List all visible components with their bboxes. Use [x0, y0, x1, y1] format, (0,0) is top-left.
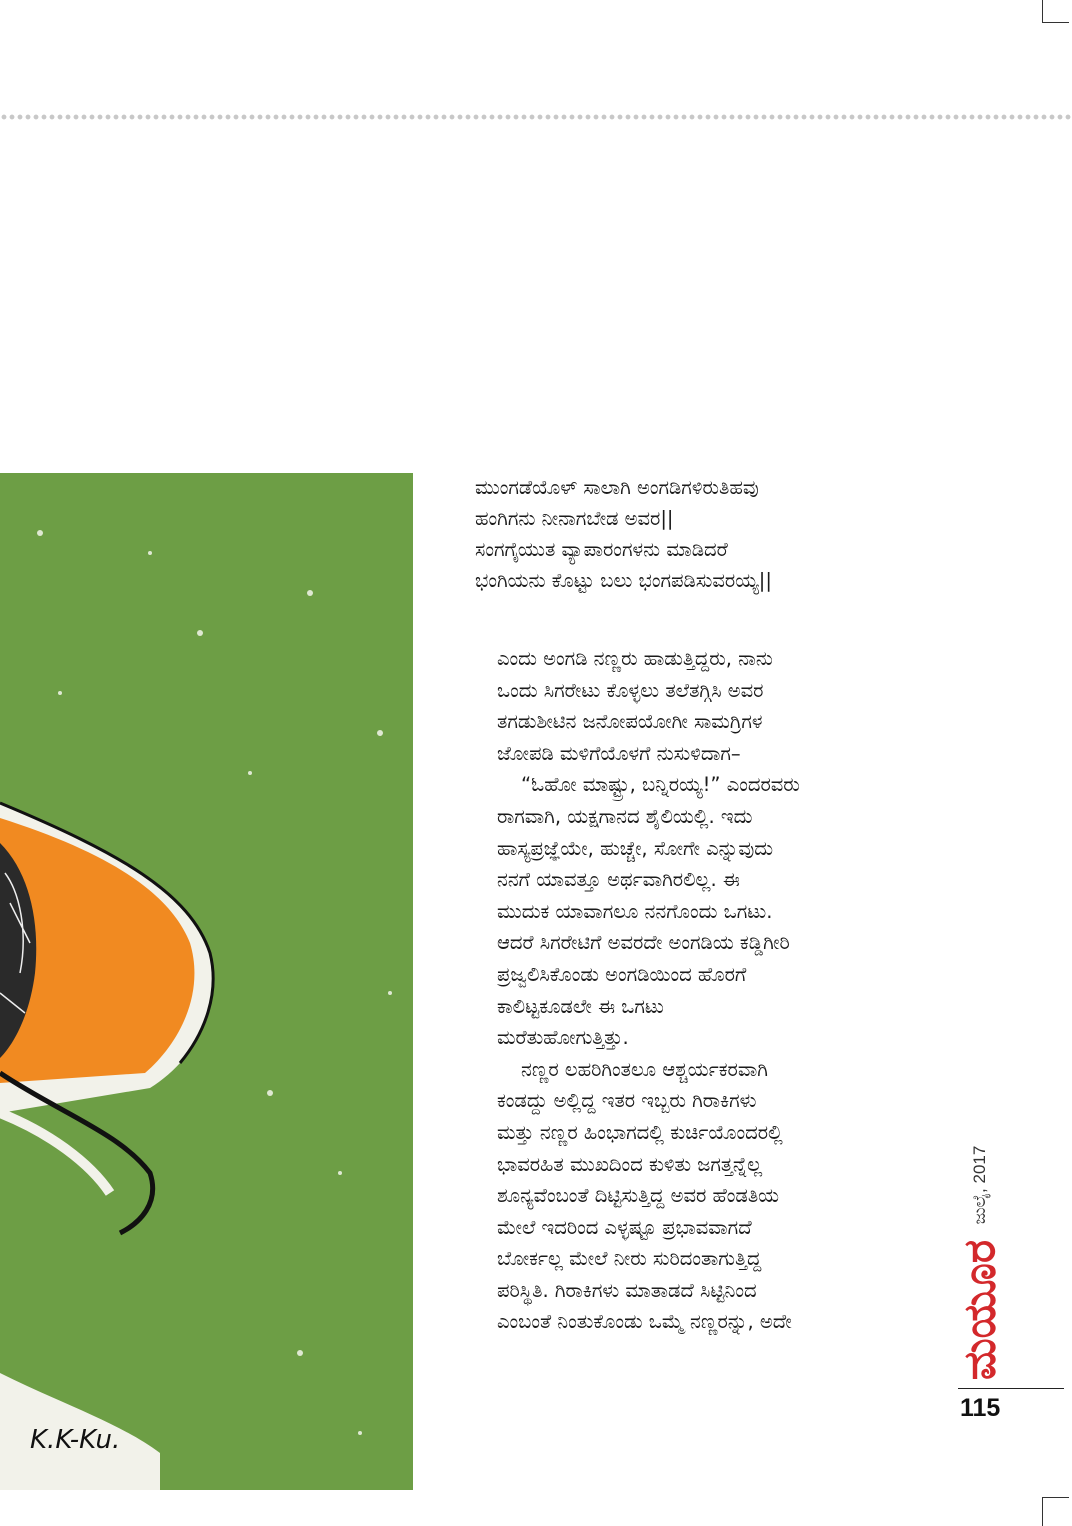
prose-line: ಪರಿಸ್ಥಿತಿ. ಗಿರಾಕಿಗಳು ಮಾತಾಡದೆ ಸಿಟ್ಟಿನಿಂದ [497, 1278, 757, 1302]
magazine-logo [950, 1239, 1010, 1381]
prose-line: ತಗಡುಶೀಟಿನ ಜನೋಪಯೋಗೀ ಸಾಮಗ್ರಿಗಳ [497, 710, 763, 734]
prose-line: “ಓಹೋ ಮಾಷ್ಟ್ರು, ಬನ್ನಿರಯ್ಯ!” ಎಂದರವರು [521, 773, 800, 797]
dotted-divider [0, 113, 1072, 121]
prose-line: ಎಂಬಂತೆ ನಿಂತುಕೊಂಡು ಒಮ್ಮೆ ನಣ್ಣರನ್ನು, ಅದೇ [497, 1310, 792, 1334]
prose-line: ರಾಗವಾಗಿ, ಯಕ್ಷಗಾನದ ಶೈಲಿಯಲ್ಲಿ. ಇದು [497, 804, 753, 828]
verse-line: ಹಂಗಿಗನು ನೀನಾಗಬೇಡ ಅವರ|| [475, 507, 674, 530]
prose-line: ಆದರೆ ಸಿಗರೇಟಿಗೆ ಅವರದೇ ಅಂಗಡಿಯ ಕಡ್ಡಿಗೀರಿ [497, 931, 790, 955]
magazine-logo-text: ಮಯೂರ [954, 1239, 1006, 1381]
prose-line: ಮತ್ತು ನಣ್ಣರ ಹಿಂಭಾಗದಲ್ಲಿ ಕುರ್ಚಿಯೊಂದರಲ್ಲಿ [497, 1120, 783, 1144]
prose-line: ಬೋರ್ಕಲ್ಲ ಮೇಲೆ ನೀರು ಸುರಿದಂತಾಗುತ್ತಿದ್ದ [497, 1247, 762, 1271]
prose-line: ಶೂನ್ಯವೆಂಬಂತೆ ದಿಟ್ಟಿಸುತ್ತಿದ್ದ ಅವರ ಹೆಂಡತಿಯ [497, 1184, 780, 1208]
prose-column [497, 643, 907, 1338]
footer-rule [958, 1388, 1064, 1389]
page-number: 115 [960, 1394, 1001, 1422]
prose-line: ನನಗೆ ಯಾವತ್ತೂ ಅರ್ಥವಾಗಿರಲಿಲ್ಲ. ಈ [497, 868, 740, 892]
verse-line: ಸಂಗಗೈಯುತ ವ್ಯಾಪಾರಂಗಳನು ಮಾಡಿದರೆ [475, 538, 728, 561]
illustration-signature: K.K-Ku. [30, 1425, 121, 1455]
verse-line: ಭಂಗಿಯನು ಕೊಟ್ಟು ಬಲು ಭಂಗಪಡಿಸುವರಯ್ಯ|| [475, 569, 772, 592]
verse-block [475, 472, 915, 596]
issue-date [950, 1125, 1010, 1245]
prose-line: ಭಾವರಹಿತ ಮುಖದಿಂದ ಕುಳಿತು ಜಗತ್ತನ್ನೆಲ್ಲ [497, 1152, 763, 1176]
crop-mark-top [1042, 0, 1069, 23]
prose-line: ಹಾಸ್ಯಪ್ರಜ್ಞೆಯೇ, ಹುಚ್ಚೇ, ಸೋಗೇ ಎನ್ನುವುದು [497, 836, 774, 860]
prose-line: ಮುದುಕ ಯಾವಾಗಲೂ ನನಗೊಂದು ಒಗಟು. [497, 899, 773, 923]
verse-line: ಮುಂಗಡೆಯೊಳ್ ಸಾಲಾಗಿ ಅಂಗಡಿಗಳಿರುತಿಹವು [475, 476, 759, 499]
prose-line: ಎಂದು ಅಂಗಡಿ ನಣ್ಣರು ಹಾಡುತ್ತಿದ್ದರು, ನಾನು [497, 647, 773, 670]
prose-line: ಕಾಲಿಟ್ಟಕೂಡಲೇ ಈ ಒಗಟು [497, 994, 664, 1018]
story-illustration [0, 473, 413, 1490]
prose-line: ಜೋಪಡಿ ಮಳಿಗೆಯೊಳಗೆ ನುಸುಳಿದಾಗ– [497, 741, 741, 765]
prose-line: ಒಂದು ಸಿಗರೇಟು ಕೊಳ್ಳಲು ತಲೆತಗ್ಗಿಸಿ ಅವರ [497, 678, 764, 702]
prose-line: ಮರೆತುಹೋಗುತ್ತಿತ್ತು. [497, 1026, 629, 1050]
prose-line: ಕಂಡದ್ದು ಅಲ್ಲಿದ್ದ ಇತರ ಇಬ್ಬರು ಗಿರಾಕಿಗಳು [497, 1089, 757, 1113]
prose-line: ನಣ್ಣರ ಲಹರಿಗಿಂತಲೂ ಆಶ್ಚರ್ಯಕರವಾಗಿ [521, 1057, 768, 1081]
crop-mark-bottom [1042, 1497, 1069, 1526]
prose-line: ಪ್ರಜ್ವಲಿಸಿಕೊಂಡು ಅಂಗಡಿಯಿಂದ ಹೊರಗೆ [497, 962, 747, 986]
prose-line: ಮೇಲೆ ಇದರಿಂದ ಎಳ್ಳಷ್ಟೂ ಪ್ರಭಾವವಾಗದೆ [497, 1215, 752, 1239]
issue-date-text: ಜುಲೈ, 2017 [970, 1145, 989, 1225]
